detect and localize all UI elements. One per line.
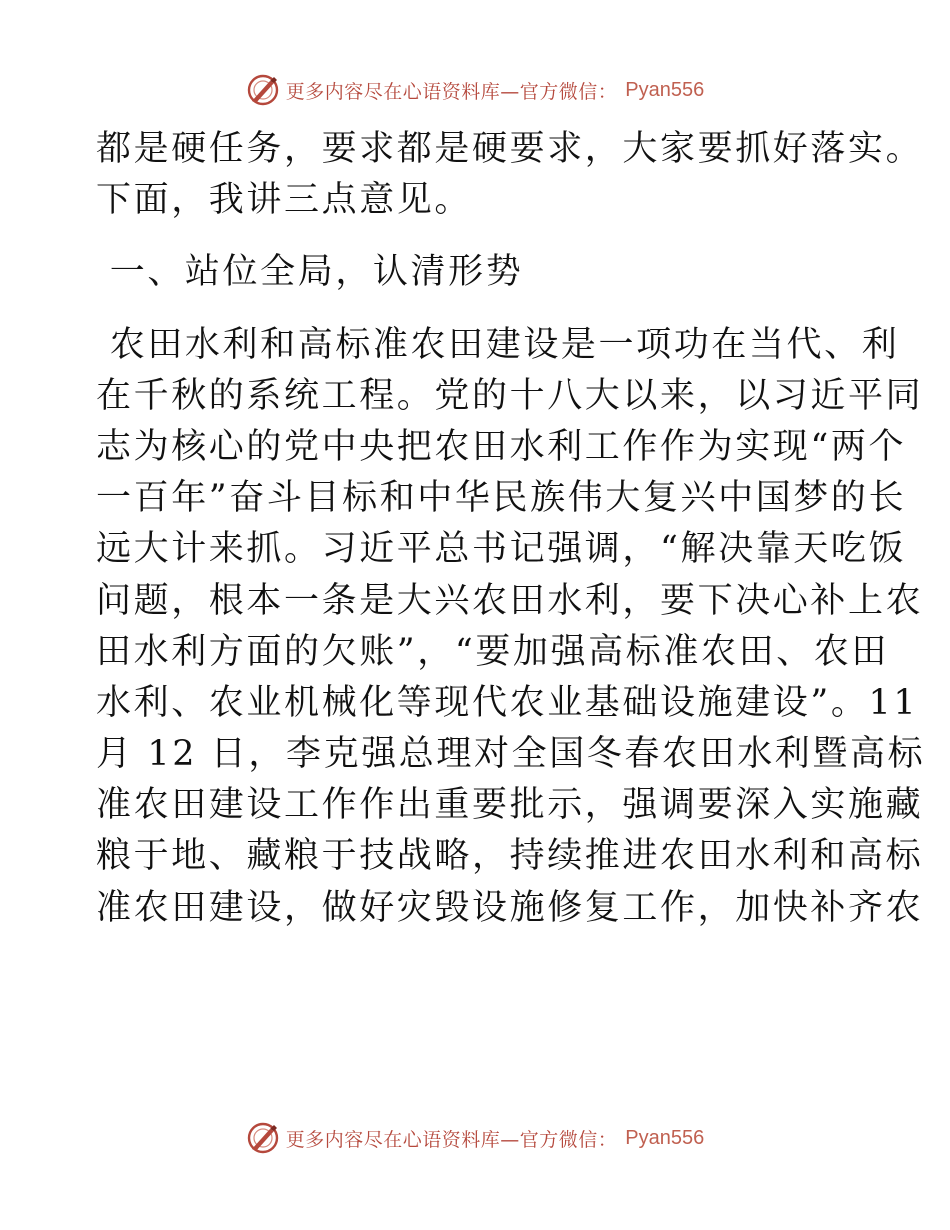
text-line: 粮于地、藏粮于技战略，持续推进农田水利和高标 — [96, 836, 924, 877]
watermark-wechat-id: Pyan556 — [625, 1126, 705, 1149]
text-line: 在千秋的系统工程。党的十八大以来，以习近平同 — [96, 375, 924, 416]
pen-logo-icon — [246, 73, 280, 107]
paragraph — [96, 124, 924, 226]
pen-logo-icon — [246, 1121, 280, 1155]
text-line: 下面，我讲三点意见。 — [96, 180, 473, 221]
text-line: 农田水利和高标准农田建设是一项功在当代、利 — [96, 324, 900, 365]
text-line: 志为核心的党中央把农田水利工作作为实现“两个 — [96, 426, 907, 467]
header-watermark — [0, 70, 950, 110]
text-line: 水利、农业机械化等现代农业基础设施建设”。11 — [96, 682, 919, 723]
heading-line: 一、站位全局，认清形势 — [96, 252, 524, 293]
text-line: 都是硬任务，要求都是硬要求，大家要抓好落实。 — [96, 129, 924, 169]
text-line: 田水利方面的欠账”，“要加强高标准农田、农田 — [96, 631, 889, 672]
section-heading — [96, 247, 856, 298]
watermark-text: 更多内容尽在心语资料库—官方微信： — [285, 80, 618, 103]
paragraph — [96, 320, 926, 934]
text-line: 准农田建设，做好灾毁设施修复工作，加快补齐农 — [96, 887, 924, 928]
text-line: 准农田建设工作作出重要批示，强调要深入实施藏 — [96, 785, 924, 826]
watermark-text: 更多内容尽在心语资料库—官方微信： — [285, 1128, 618, 1151]
text-line: 远大计来抓。习近平总书记强调，“解决靠天吃饭 — [96, 529, 907, 570]
footer-watermark — [0, 1118, 950, 1158]
text-line: 月 12 日，李克强总理对全国冬春农田水利暨高标 — [96, 734, 926, 775]
text-line: 一百年”奋斗目标和中华民族伟大复兴中国梦的长 — [96, 478, 907, 519]
text-line: 问题，根本一条是大兴农田水利，要下决心补上农 — [96, 580, 924, 621]
watermark-wechat-id: Pyan556 — [625, 78, 705, 101]
document-body — [96, 124, 926, 934]
